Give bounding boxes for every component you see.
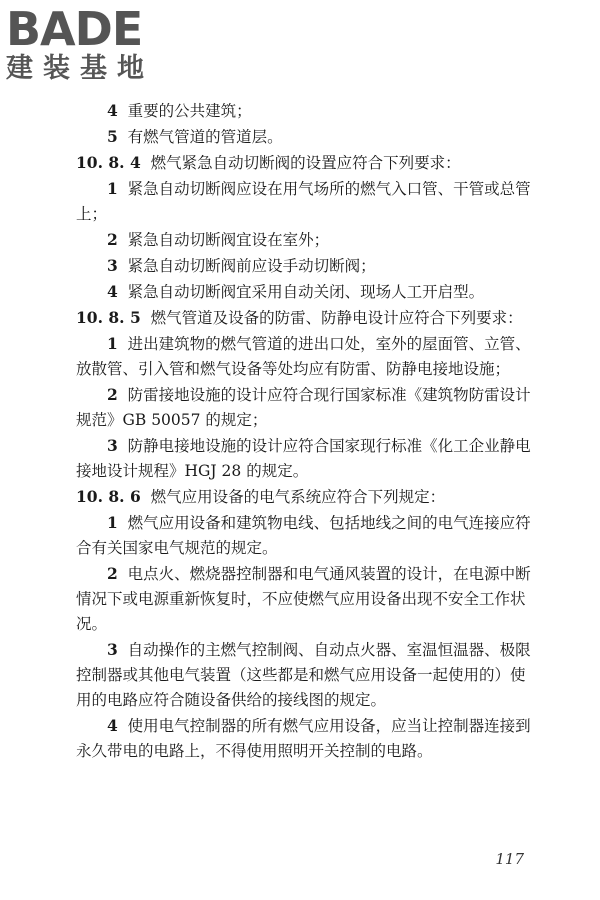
list-item: 3 防静电接地设施的设计应符合国家现行标准《化工企业静电接地设计规程》HGJ 28 的规定。 xyxy=(76,436,531,480)
clause-heading: 10. 8. 6 燃气应用设备的电气系统应符合下列规定： xyxy=(76,487,446,506)
list-item: 4 重要的公共建筑； xyxy=(107,101,252,120)
list-item: 5 有燃气管道的管道层。 xyxy=(107,127,283,146)
list-item: 2 防雷接地设施的设计应符合现行国家标准《建筑物防雷设计规范》GB 50057 的规定； xyxy=(76,385,531,429)
list-item: 4 紧急自动切断阀宜采用自动关闭、现场人工开启型。 xyxy=(107,282,485,301)
list-item: 2 电点火、燃烧器控制器和电气通风装置的设计，在电源中断情况下或电源重新恢复时，不应使燃气应用设备出现不安全工作状况。 xyxy=(76,564,531,633)
list-item: 3 自动操作的主燃气控制阀、自动点火器、室温恒温器、极限控制器或其他电气装置（这些都是和燃气应用设备一起使用的）使用的电路应符合随设备供给的接线图的规定。 xyxy=(76,640,531,709)
clause-heading: 10. 8. 5 燃气管道及设备的防雷、防静电设计应符合下列要求： xyxy=(76,308,523,327)
logo-subtitle: 建装基地 xyxy=(6,53,154,84)
list-item: 1 紧急自动切断阀应设在用气场所的燃气入口管、干管或总管上； xyxy=(76,179,531,223)
page-number: 117 xyxy=(495,850,524,868)
document-body xyxy=(76,98,536,764)
list-item: 2 紧急自动切断阀宜设在室外； xyxy=(107,230,330,249)
list-item: 3 紧急自动切断阀前应设手动切断阀； xyxy=(107,256,376,275)
clause-heading: 10. 8. 4 燃气紧急自动切断阀的设置应符合下列要求： xyxy=(76,153,461,172)
logo-wordmark: BADE xyxy=(6,2,143,56)
brand-logo xyxy=(6,4,176,86)
list-item: 4 使用电气控制器的所有燃气应用设备，应当让控制器连接到永久带电的电路上，不得使用照明开关控制的电路。 xyxy=(76,716,531,760)
list-item: 1 进出建筑物的燃气管道的进出口处，室外的屋面管、立管、放散管、引入管和燃气设备等处均应有防雷、防静电接地设施； xyxy=(76,334,531,378)
list-item: 1 燃气应用设备和建筑物电线、包括地线之间的电气连接应符合有关国家电气规范的规定。 xyxy=(76,513,531,557)
